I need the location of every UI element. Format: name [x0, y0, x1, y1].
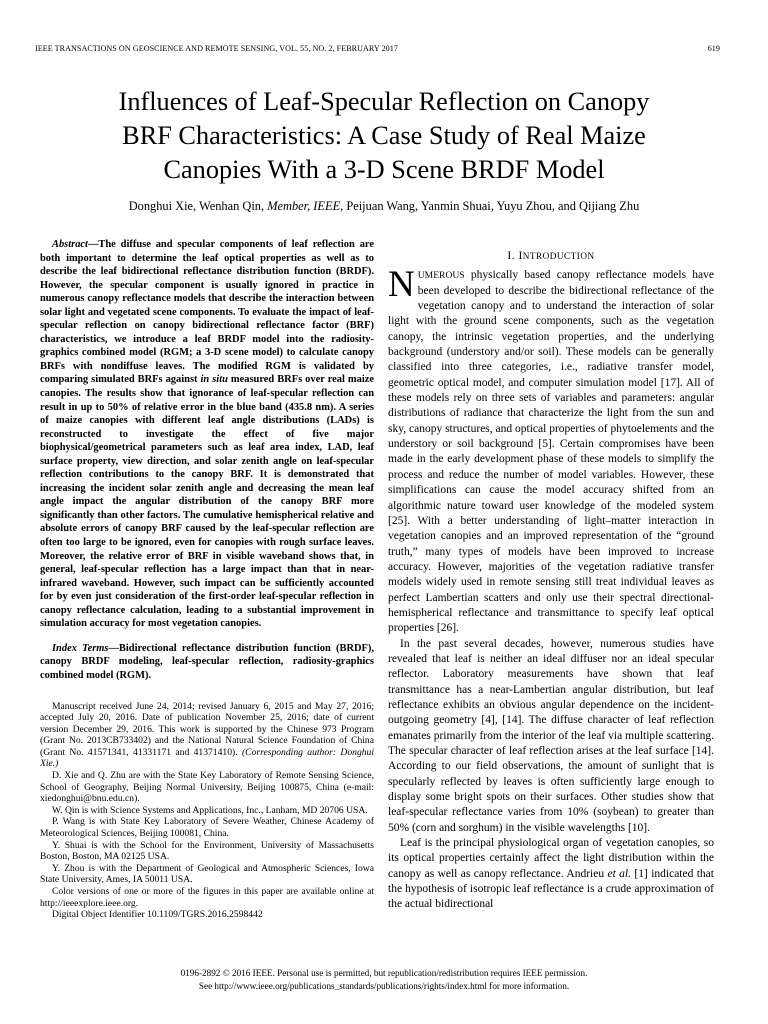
abstract-text: —The diffuse and specular components of leaf reflection are both important to determine the leaf optical properties as well as to describe the leaf bidirectional reflectance distribution function (BRDF). However, the specular component is usually ignored in practice in numerous canopy reflectance models that describe the interaction between solar light and vegetated scene components. To evaluate the impact of leaf-specular reflection on canopy bidirectional reflectance factor (BRF) characteristics, we introduce a leaf BRDF model into the radiosity-graphics combined model (RGM; a 3-D scene model) to calculate canopy BRFs with nondiffuse leaves. The modified RGM is validated by comparing simulated BRFs against	[40, 239, 374, 386]
abstract-label: Abstract	[52, 239, 88, 250]
intro-paragraph-1-text: physically based canopy reflectance models have been developed to describe the bidirectional reflectance of the vegetation canopy and to understand the interaction of solar light with the ground scene components, such as the vegetation canopy, the intrinsic vegetation properties, and the underlying background (understory and/or soil). These models can be generally classified into three categories, i.e., radiative transfer model, geometric optical model, and computer simulation model [17]. All of these models rely on three sets of variables and parameters: angular distributions of radiance that characterize the light from the sun and sky, canopy structures, and optical properties of phytoelements and the understory or soil background [5]. Certain compromises have been made in the early development phase of these models to simplify the process and reduce the number of model variables. However, these simplifications can cause the model accuracy shifted from an algorithmic nature toward user knowledge of the modeled system [25]. With a better understanding of light–matter interaction in vegetation canopies and an improved representation of the “ground truth,” many types of models have been improved to increase accuracy. However, majorities of the vegetation radiative transfer models widely used in remote sensing still treat individual leaves as perfect Lambertian scatters and only use their spectral directional-hemispherical reflectance and transmittance to specify leaf optical properties [26].	[388, 269, 714, 635]
footnote-affiliation-zhou: Y. Zhou is with the Department of Geological and Atmospheric Sciences, Iowa State University, Ames, IA 50011 USA.	[40, 862, 374, 886]
copyright-line-1: 0196-2892 © 2016 IEEE. Personal use is permitted, but republication/redistribution requires IEEE permission.	[180, 968, 588, 978]
index-terms-label: Index Terms	[52, 642, 109, 654]
abstract	[40, 238, 374, 631]
title-line-2: BRF Characteristics: A Case Study of Real Maize	[122, 121, 646, 150]
author-membership: Member, IEEE	[267, 199, 341, 213]
footnote-color-versions: Color versions of one or more of the figures in this paper are available online at http://ieeexplore.ieee.org.	[40, 886, 374, 909]
drop-cap: N	[388, 264, 415, 306]
title-line-3: Canopies With a 3-D Scene BRDF Model	[163, 155, 605, 184]
authors-part-2: , Peijuan Wang, Yanmin Shuai, Yuyu Zhou, and Qijiang Zhu	[340, 199, 640, 213]
right-column	[388, 249, 714, 913]
copyright-line-2: See http://www.ieee.org/publications_standards/publications/rights/index.html for more information.	[198, 981, 570, 991]
running-header	[35, 44, 720, 53]
footnote-affiliation-xie-zhu: D. Xie and Q. Zhu are with the State Key Laboratory of Remote Sensing Science, School of Geography, Beijing Normal University, Beijing 100875, China (e-mail: xiedonghui@bnu.edu.cn).	[40, 770, 374, 805]
copyright-footer	[40, 967, 728, 993]
paper-title	[40, 85, 728, 187]
intro-paragraph-3	[388, 836, 714, 913]
footnote-affiliation-qin: W. Qin is with Science Systems and Applications, Inc., Lanham, MD 20706 USA.	[52, 804, 368, 816]
intro-paragraph-2: In the past several decades, however, numerous studies have revealed that leaf is neither an ideal diffuser nor an ideal specular reflector. Laboratory measurements have shown that leaf transmittance has a near-Lambertian angular distribution, but leaf reflectance exhibits an obvious angular dependence on the incident-outgoing geometry [4], [14]. The diffuse character of leaf reflection emanates primarily from the interior of the leaf via multiple scattering. The specular character of leaf reflection arises at the leaf surface [14]. According to our field observations, the amount of sunlight that is specularly reflected by leaves is often sufficiently large enough to display some bright spots on their surfaces. Other studies show that leaf-specular reflectance varies from 10% (soybean) to greater than 50% (corn and sorghum) in the visible wavelengths [10].	[388, 637, 714, 834]
index-terms-text: —Bidirectional reflectance distribution function (BRDF), canopy BRDF modeling, leaf-specular reflection, radiosity-graphics combined model (RGM).	[40, 642, 374, 681]
footnote-affiliation-shuai: Y. Shuai is with the School for the Environment, University of Massachusetts Boston, Boston, MA 02125 USA.	[40, 839, 374, 863]
footnote-manuscript-text: Manuscript received June 24, 2014; revised January 6, 2015 and May 27, 2016; accepted July 20, 2016. Date of publication November 25, 2016; date of current version December 29, 2016. This work is supported by the Chinese 973 Program (Grant No. 2013CB733402) and the National Natural Science Foundation of China (Grant No. 41571341, 41331171 and 41371410).	[40, 700, 374, 758]
intro-paragraph-1	[388, 264, 714, 636]
section-numeral: I. I	[507, 250, 523, 262]
section-title-caps: NTRODUCTION	[522, 251, 595, 261]
footnote-manuscript	[40, 701, 374, 771]
footnote-affiliation-wang: P. Wang is with State Key Laboratory of Severe Weather, Chinese Academy of Meteorological Sciences, Beijing 100081, China.	[40, 816, 374, 840]
first-word-caps: UMEROUS	[417, 270, 465, 282]
footnote-corresponding: (Corresponding author: Donghui Xie.)	[40, 746, 374, 770]
index-terms	[40, 642, 374, 683]
section-heading-introduction	[388, 249, 714, 264]
footnotes	[40, 701, 374, 921]
left-column	[40, 238, 374, 921]
page-number: 619	[707, 44, 720, 53]
abstract-in-situ: in situ	[200, 374, 228, 386]
intro-et-al: et al.	[607, 867, 631, 880]
author-list	[40, 199, 728, 214]
authors-part-1: Donghui Xie, Wenhan Qin,	[128, 199, 268, 213]
footnote-doi: Digital Object Identifier 10.1109/TGRS.2016.2598442	[52, 909, 263, 921]
journal-name: IEEE TRANSACTIONS ON GEOSCIENCE AND REMOTE SENSING, VOL. 55, NO. 2, FEBRUARY 2017	[35, 44, 398, 53]
abstract-text-2: measured BRFs over real maize canopies. The results show that ignorance of leaf-specular reflection can result in up to 50% of relative error in the blue band (435.8 nm). A series of maize canopies with different leaf angle distributions (LADs) is reconstructed to investigate the effect of five major biophysical/geometrical parameters such as leaf area index, LAD, leaf surface property, view direction, and solar zenith angle on leaf-specular reflection contributions to the canopy BRF. It is demonstrated that increasing the incident solar zenith angle and decreasing the mean leaf angle impact the angular distribution of the canopy BRF more significantly than other factors. The cumulative hemispherical relative and absolute errors of canopy BRF caused by the leaf-specular reflection are often too large to be ignored, even for canopies with rough surface leaves. Moreover, the relative error of BRF in visible waveband shows that, in general, leaf-specular reflection has a large impact than that in near-infrared waveband. However, such impact can be sufficiently accounted for by even just consideration of the first-order leaf-specular reflection in canopy reflectance calculation, leading to a substantial improvement in simulation accuracy for most vegetation canopies.	[40, 374, 374, 630]
intro-paragraph-3-text-2: [1] indicated that the hypothesis of isotropic leaf reflectance is a crude approximation of the actual bidirectional	[388, 867, 714, 911]
intro-paragraph-3-text: Leaf is the principal physiological organ of vegetation canopies, so its optical properties certainly affect the light distribution within the canopy as well as canopy reflectance. Andrieu	[388, 837, 714, 880]
title-line-1: Influences of Leaf-Specular Reflection on Canopy	[118, 87, 650, 116]
